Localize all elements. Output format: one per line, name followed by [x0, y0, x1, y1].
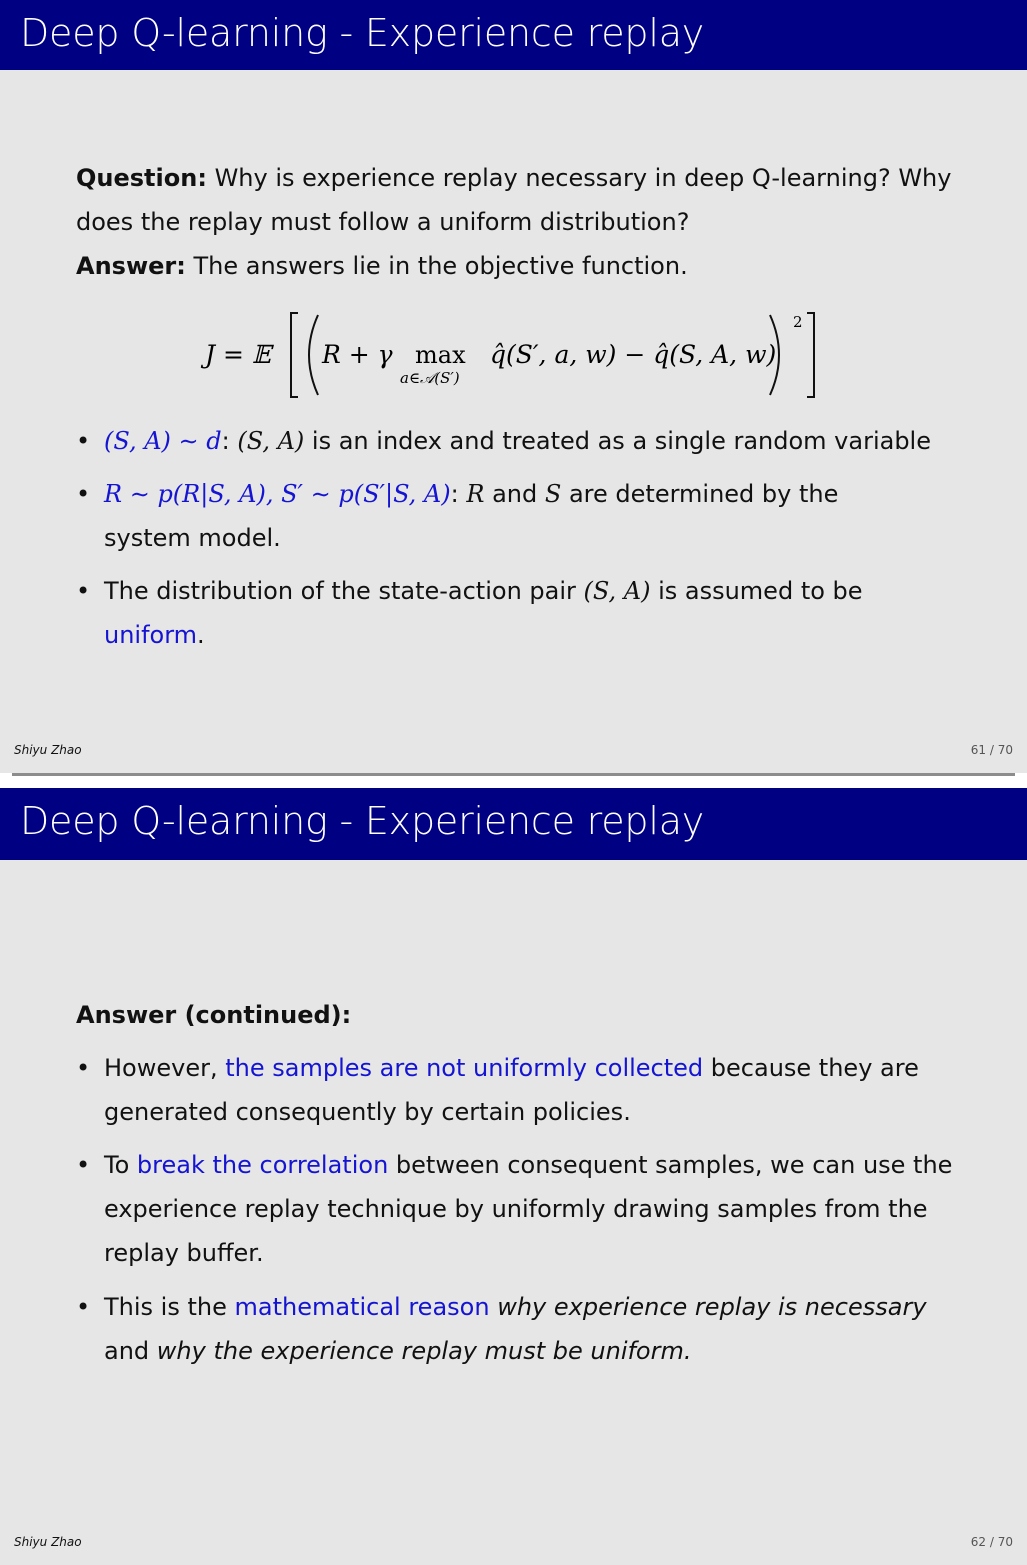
bullet-2-highlight: break the correlation — [136, 1151, 389, 1179]
footer-author: Shiyu Zhao — [14, 1535, 82, 1549]
slide-61 — [0, 0, 1027, 773]
bullet-3-text-2: is assumed to be — [658, 577, 863, 605]
bullet-3-italic-2: why the experience replay must be uniform. — [156, 1337, 692, 1365]
equation-rest: q̂(S′, a, w) − q̂(S, A, w) — [490, 340, 777, 369]
footer-page-number: 62 / 70 — [970, 1535, 1013, 1549]
bullet-2 — [76, 1143, 976, 1275]
equation-power: 2 — [793, 313, 803, 331]
bullet-3-text-1: This is the — [104, 1293, 227, 1321]
bullet-2-text-3: experience replay technique by uniformly drawing samples from the — [104, 1195, 928, 1223]
equation-max: max — [415, 341, 466, 369]
bullet-1-text: is an index and treated as a single random variable — [311, 427, 931, 455]
title-bar — [0, 788, 1027, 860]
bullet-2-text-2: system model. — [104, 524, 281, 552]
bullet-3-text-1: The distribution of the state-action pair — [104, 577, 576, 605]
bullet-1 — [76, 1046, 976, 1134]
equation-sub: a∈𝒜(S′) — [400, 369, 460, 387]
bullet-2-math-r: R — [466, 480, 485, 508]
bullet-1-text-3: generated consequently by certain policies. — [104, 1098, 631, 1126]
bullet-dot: • — [76, 427, 91, 455]
bullet-3-italic-1: why experience replay is necessary — [497, 1293, 927, 1321]
bullet-3 — [76, 1285, 976, 1373]
bullet-dot: • — [76, 1054, 91, 1082]
bullet-dot: • — [76, 1293, 91, 1321]
bracket-right — [807, 313, 814, 397]
bullet-1-math-2: (S, A) — [237, 427, 305, 455]
objective-equation — [0, 305, 1027, 405]
equation-body: R + γ — [322, 340, 393, 369]
slide-separator — [12, 773, 1015, 776]
bullet-1-math: (S, A) ∼ d — [104, 427, 222, 455]
answer-text: The answers lie in the objective function. — [193, 252, 688, 280]
bullet-dot: • — [76, 577, 91, 605]
bullet-3 — [76, 569, 976, 657]
bullet-3-text-2: and — [104, 1337, 150, 1365]
slide-62 — [0, 788, 1027, 1565]
equation-svg — [0, 305, 1027, 405]
bullet-2-text-1: are determined by the — [568, 480, 839, 508]
bullet-3-uniform: uniform — [104, 621, 198, 649]
question-text-2: does the replay must follow a uniform distribution? — [76, 208, 690, 236]
question-line-1 — [76, 156, 956, 200]
title-bar — [0, 0, 1027, 70]
answer-continued-heading: Answer (continued): — [76, 1001, 352, 1029]
bullet-dot: • — [76, 480, 91, 508]
bullet-2-colon: : — [450, 480, 459, 508]
bullet-dot: • — [76, 1151, 91, 1179]
footer-page-number: 61 / 70 — [970, 743, 1013, 757]
bullet-3-period: . — [197, 621, 205, 649]
bullet-2-text-1: To — [104, 1151, 130, 1179]
bracket-left — [291, 313, 298, 397]
question-line-2 — [76, 200, 956, 244]
slide-title: Deep Q-learning - Experience replay — [20, 11, 705, 55]
bullet-2-text-4: replay buffer. — [104, 1239, 264, 1267]
question-text-1: Why is experience replay necessary in deep Q-learning? Why — [214, 164, 952, 192]
bullet-2-and: and — [492, 480, 538, 508]
equation-lhs: J = 𝔼 — [205, 340, 271, 369]
slide-title: Deep Q-learning - Experience replay — [20, 799, 705, 843]
paren-left — [309, 315, 318, 395]
bullet-2-math: R ∼ p(R|S, A), S′ ∼ p(S′|S, A) — [104, 480, 451, 508]
bullet-1-text-1: However, — [104, 1054, 218, 1082]
bullet-2-text-2: between consequent samples, we can use the — [395, 1151, 953, 1179]
answer-label: Answer: — [76, 252, 186, 280]
footer-author: Shiyu Zhao — [14, 743, 82, 757]
bullet-1-highlight: the samples are not uniformly collected — [225, 1054, 704, 1082]
bullet-2 — [76, 472, 976, 560]
answer-line — [76, 244, 956, 288]
bullet-1 — [76, 419, 976, 463]
bullet-1-text-2: because they are — [710, 1054, 919, 1082]
bullet-3-math: (S, A) — [583, 577, 651, 605]
bullet-2-math-s: S — [544, 480, 562, 508]
bullet-3-highlight: mathematical reason — [234, 1293, 490, 1321]
bullet-1-colon: : — [221, 427, 230, 455]
question-label: Question: — [76, 164, 207, 192]
